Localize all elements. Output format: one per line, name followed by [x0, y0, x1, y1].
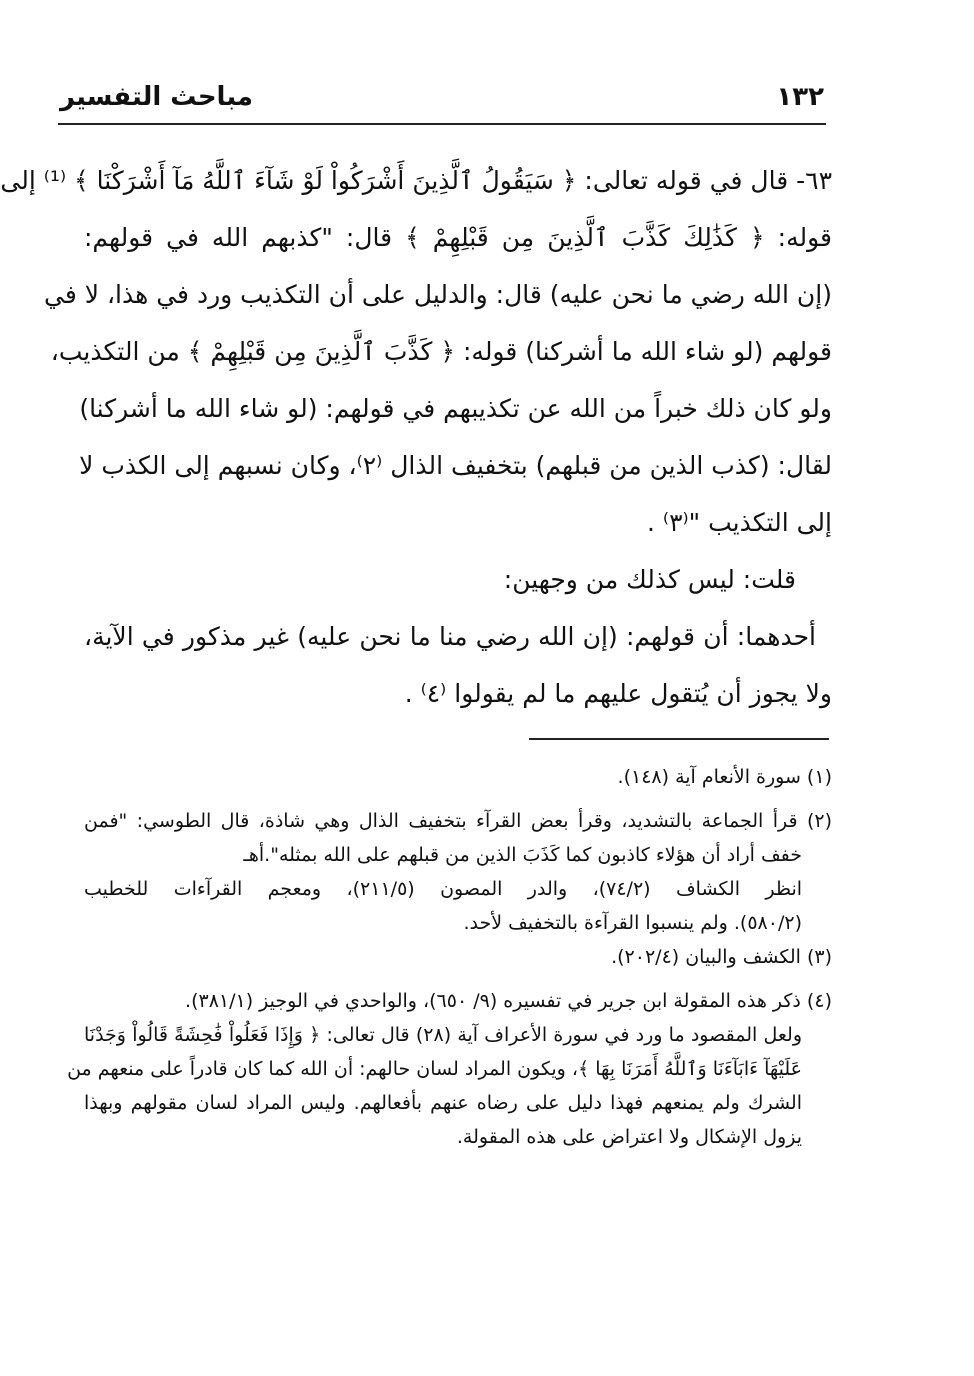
footnote-4-line: عَلَيْهَآ ءَابَآءَنَا وَٱللَّهُ أَمَرَنَا بِهَا ﴾، ويكون المراد لسان حالهم: أن الله كما كان قادراً على منعهم من [67, 1058, 802, 1080]
main-line: لقال: (كذب الذين من قبلهم) بتخفيف الذال ⁽٢⁾، وكان نسبهم إلى الكذب لا [79, 451, 832, 480]
footnotes [67, 760, 832, 1154]
main-line: أحدهما: أن قولهم: (إن الله رضي منا ما نحن عليه) غير مذكور في الآية، [84, 622, 816, 651]
footnote-2-line: (٢) قرأ الجماعة بالتشديد، وقرأ بعض القرآء بتخفيف الذال وهي شاذة، قال الطوسي: "فمن [84, 810, 832, 832]
header-divider [58, 123, 826, 125]
running-title: مباحث التفسير [60, 82, 254, 112]
footnote-2-line: انظر الكشاف (٧٤/٢)، والدر المصون (٢١١/٥)، ومعجم القرآءات للخطيب [84, 878, 803, 900]
footnote-4-line: يزول الإشكال ولا اعتراض على هذه المقولة. [456, 1126, 802, 1148]
main-line: قوله: ﴿ كَذَٰلِكَ كَذَّبَ ٱلَّذِينَ مِن قَبْلِهِمْ ﴾ قال: "كذبهم الله في قولهم: [84, 223, 832, 252]
footnote-4-line: الشرك ولم يمنعهم فهذا دليل على رضاه عنهم بأفعالهم. وليس المراد لسان مقولهم وبهذا [84, 1092, 802, 1114]
footnote-separator [529, 738, 829, 740]
main-line: ٦٣- قال في قوله تعالى: ﴿ سَيَقُولُ ٱلَّذِينَ أَشْرَكُواْ لَوْ شَآءَ ٱللَّهُ مَآ أَشْرَكْنَا ﴾ ⁽¹⁾ إلى [0, 166, 832, 195]
running-header [60, 82, 824, 122]
main-line: قولهم (لو شاء الله ما أشركنا) قوله: ﴿ كَذَّبَ ٱلَّذِينَ مِن قَبْلِهِمْ ﴾ من التكذيب، [50, 337, 832, 366]
footnote-4-line: ولعل المقصود ما ورد في سورة الأعراف آية (٢٨) قال تعالى: ﴿ وَإِذَا فَعَلُواْ فَٰحِشَةً قَالُواْ وَجَدْنَا [84, 1024, 802, 1046]
page-number: ١٣٢ [776, 82, 824, 112]
main-text [0, 152, 832, 722]
footnote-1: (١) سورة الأنعام آية (١٤٨). [617, 766, 832, 788]
footnote-3: (٣) الكشف والبيان (٢٠٢/٤). [611, 946, 832, 968]
footnote-2-line: (٥٨٠/٢). ولم ينسبوا القرآءة بالتخفيف لأحد. [463, 912, 802, 934]
main-line: ولو كان ذلك خبراً من الله عن تكذيبهم في قولهم: (لو شاء الله ما أشركنا) [79, 394, 832, 423]
main-line: إلى التكذيب "⁽٣⁾ . [647, 508, 832, 537]
footnote-2-line: خفف أراد أن هؤلاء كاذبون كما كَذَبَ الذين من قبلهم على الله بمثله".أهـ [243, 844, 802, 866]
main-line: (إن الله رضي ما نحن عليه) قال: والدليل على أن التكذيب ورد في هذا، لا في [44, 280, 832, 309]
main-line: قلت: ليس كذلك من وجهين: [503, 565, 796, 594]
footnote-4-line: (٤) ذكر هذه المقولة ابن جرير في تفسيره (٩/ ٦٥٠)، والواحدي في الوجيز (٣٨١/١). [185, 990, 832, 1012]
main-line: ولا يجوز أن يُتقول عليهم ما لم يقولوا ⁽٤⁾ . [404, 679, 832, 708]
